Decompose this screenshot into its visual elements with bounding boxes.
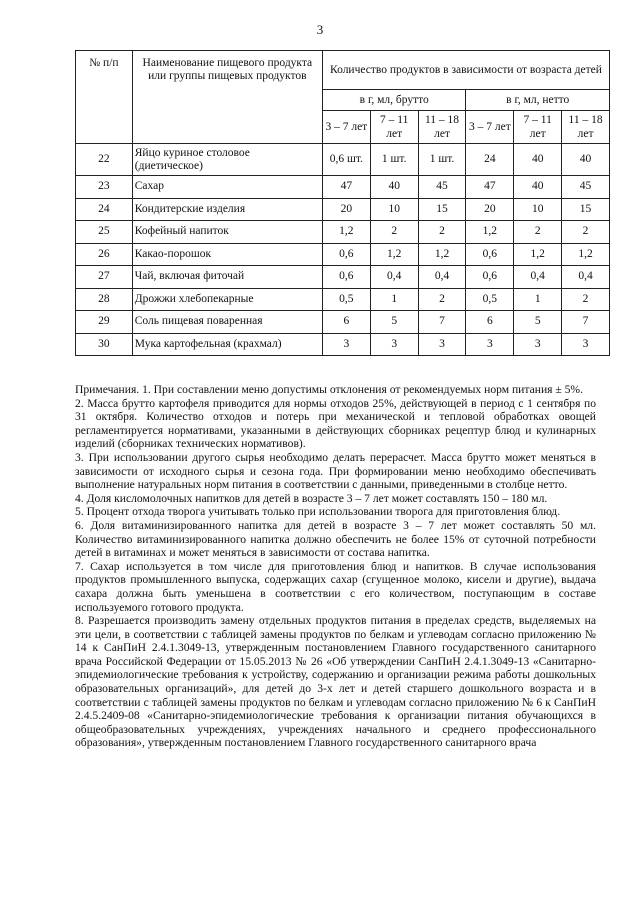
header-age: 3 – 7 лет (322, 111, 370, 144)
note-paragraph: 2. Масса брутто картофеля приводится для нормы отходов 25%, действующей в период с 1 сентября по 31 октября. Количество отходов и потерь при механической и тепловой обработках овощей регламентируется нормативами, указанными в действующих сборниках рецептур блюд и кулинарных изделий (сборниках технических нормативов). (75, 396, 596, 451)
row-num: 27 (76, 266, 133, 289)
row-value: 2 (514, 221, 562, 244)
table-row (76, 333, 610, 356)
row-value: 3 (418, 333, 466, 356)
row-value: 1,2 (370, 243, 418, 266)
row-value: 0,6 (466, 266, 514, 289)
row-value: 6 (466, 311, 514, 334)
table-row (76, 198, 610, 221)
row-name: Какао-порошок (132, 243, 322, 266)
table-row (76, 243, 610, 266)
row-value: 2 (418, 221, 466, 244)
row-num: 23 (76, 176, 133, 199)
row-value: 0,4 (418, 266, 466, 289)
row-value: 40 (562, 144, 610, 176)
row-value: 47 (322, 176, 370, 199)
row-value: 3 (466, 333, 514, 356)
header-age: 11 – 18 лет (418, 111, 466, 144)
header-num: № п/п (76, 51, 133, 144)
row-num: 29 (76, 311, 133, 334)
row-value: 0,4 (514, 266, 562, 289)
header-net: в г, мл, нетто (466, 90, 610, 111)
row-value: 15 (562, 198, 610, 221)
row-value: 0,5 (322, 288, 370, 311)
row-value: 40 (370, 176, 418, 199)
row-num: 26 (76, 243, 133, 266)
row-value: 45 (562, 176, 610, 199)
row-value: 20 (322, 198, 370, 221)
table-row (76, 221, 610, 244)
table-row (76, 288, 610, 311)
row-value: 15 (418, 198, 466, 221)
row-value: 5 (370, 311, 418, 334)
header-quantity: Количество продуктов в зависимости от возраста детей (322, 51, 609, 90)
header-age: 7 – 11 лет (514, 111, 562, 144)
row-value: 1 шт. (370, 144, 418, 176)
header-age: 11 – 18 лет (562, 111, 610, 144)
row-num: 24 (76, 198, 133, 221)
row-value: 0,6 (322, 243, 370, 266)
row-value: 0,5 (466, 288, 514, 311)
row-value: 2 (370, 221, 418, 244)
row-value: 1,2 (562, 243, 610, 266)
table-row (76, 176, 610, 199)
row-name: Яйцо куриное столовое (диетическое) (132, 144, 322, 176)
row-name: Соль пищевая поваренная (132, 311, 322, 334)
note-paragraph: 3. При использовании другого сырья необходимо делать перерасчет. Масса брутто может меняться в зависимости от исходного сырья и сезона года. При формировании меню необходимо обеспечивать выполнение натуральных норм питания в соответствии с данными, приведенными в столбце нетто. (75, 450, 596, 492)
note-paragraph: 8. Разрешается производить замену отдельных продуктов питания в пределах средств, выделяемых на эти цели, в соответствии с таблицей замены продуктов по белкам и углеводам согласно приложению № 14 к СанПиН 2.4.1.3049-13, утвержденным постановлением Главного государственного санитарного врача Российской Федерации от 15.05.2013 № 26 «Об утверждении СанПиН 2.4.1.3049-13 «Санитарно-эпидемиологические требования к устройству, содержанию и организации режима работы дошкольных образовательных организаций», для детей до 3-х лет и детей старшего дошкольного возраста и в соответствии с таблицей замены продуктов по белкам и углеводам согласно приложению № 6 к СанПиН 2.4.5.2409-08 «Санитарно-эпидемиологические требования к организации питания обучающихся в общеобразовательных учреждениях, учреждениях начального и среднего профессионального образования», утвержденным постановлением Главного государственного санитарного врача (75, 614, 596, 750)
note-paragraph: Примечания. 1. При составлении меню допустимы отклонения от рекомендуемых норм питания ± 5%. (75, 383, 583, 396)
row-value: 2 (562, 221, 610, 244)
row-name: Дрожжи хлебопекарные (132, 288, 322, 311)
row-value: 1,2 (514, 243, 562, 266)
row-name: Кофейный напиток (132, 221, 322, 244)
row-name: Мука картофельная (крахмал) (132, 333, 322, 356)
row-value: 2 (562, 288, 610, 311)
row-value: 0,6 (466, 243, 514, 266)
row-value: 1,2 (322, 221, 370, 244)
row-value: 1 (370, 288, 418, 311)
table-row (76, 311, 610, 334)
row-value: 3 (562, 333, 610, 356)
row-value: 2 (418, 288, 466, 311)
row-value: 1,2 (466, 221, 514, 244)
row-value: 1 (514, 288, 562, 311)
row-name: Чай, включая фиточай (132, 266, 322, 289)
row-value: 40 (514, 176, 562, 199)
row-value: 6 (322, 311, 370, 334)
header-name: Наименование пищевого продукта или группы пищевых продуктов (132, 51, 322, 144)
row-num: 28 (76, 288, 133, 311)
row-value: 24 (466, 144, 514, 176)
row-value: 40 (514, 144, 562, 176)
row-value: 45 (418, 176, 466, 199)
table-row (76, 144, 610, 176)
note-paragraph: 7. Сахар используется в том числе для приготовления блюд и напитков. В случае использования продуктов промышленного выпуска, содержащих сахар (сгущенное молоко, кисели и другие), выдача сахара должна быть уменьшена в соответствии с его количеством, поступающим в составе используемого готового продукта. (75, 559, 596, 614)
note-paragraph: 6. Доля витаминизированного напитка для детей в возрасте 3 – 7 лет может составлять 50 мл. Количество витаминизированного напитка должно обеспечить не более 15% от суточной потребности детей в витаминах и может меняться в зависимости от состава напитка. (75, 518, 596, 560)
row-value: 0,4 (562, 266, 610, 289)
row-num: 30 (76, 333, 133, 356)
table-row (76, 266, 610, 289)
row-value: 3 (514, 333, 562, 356)
row-value: 20 (466, 198, 514, 221)
header-gross: в г, мл, брутто (322, 90, 466, 111)
row-value: 5 (514, 311, 562, 334)
row-value: 7 (562, 311, 610, 334)
row-value: 10 (514, 198, 562, 221)
row-value: 47 (466, 176, 514, 199)
food-norms-table (75, 50, 610, 356)
row-value: 3 (322, 333, 370, 356)
row-value: 7 (418, 311, 466, 334)
page-number: 3 (316, 22, 324, 37)
row-value: 0,6 шт. (322, 144, 370, 176)
row-name: Кондитерские изделия (132, 198, 322, 221)
row-value: 10 (370, 198, 418, 221)
row-value: 1,2 (418, 243, 466, 266)
row-value: 0,6 (322, 266, 370, 289)
row-num: 22 (76, 144, 133, 176)
row-name: Сахар (132, 176, 322, 199)
note-paragraph: 4. Доля кисломолочных напитков для детей в возрасте 3 – 7 лет может составлять 150 – 180 мл. (75, 491, 548, 505)
header-age: 3 – 7 лет (466, 111, 514, 144)
notes-section (75, 383, 596, 750)
row-value: 3 (370, 333, 418, 356)
row-value: 1 шт. (418, 144, 466, 176)
row-value: 0,4 (370, 266, 418, 289)
row-num: 25 (76, 221, 133, 244)
header-age: 7 – 11 лет (370, 111, 418, 144)
note-paragraph: 5. Процент отхода творога учитывать только при использовании творога для приготовления блюд. (75, 505, 561, 519)
